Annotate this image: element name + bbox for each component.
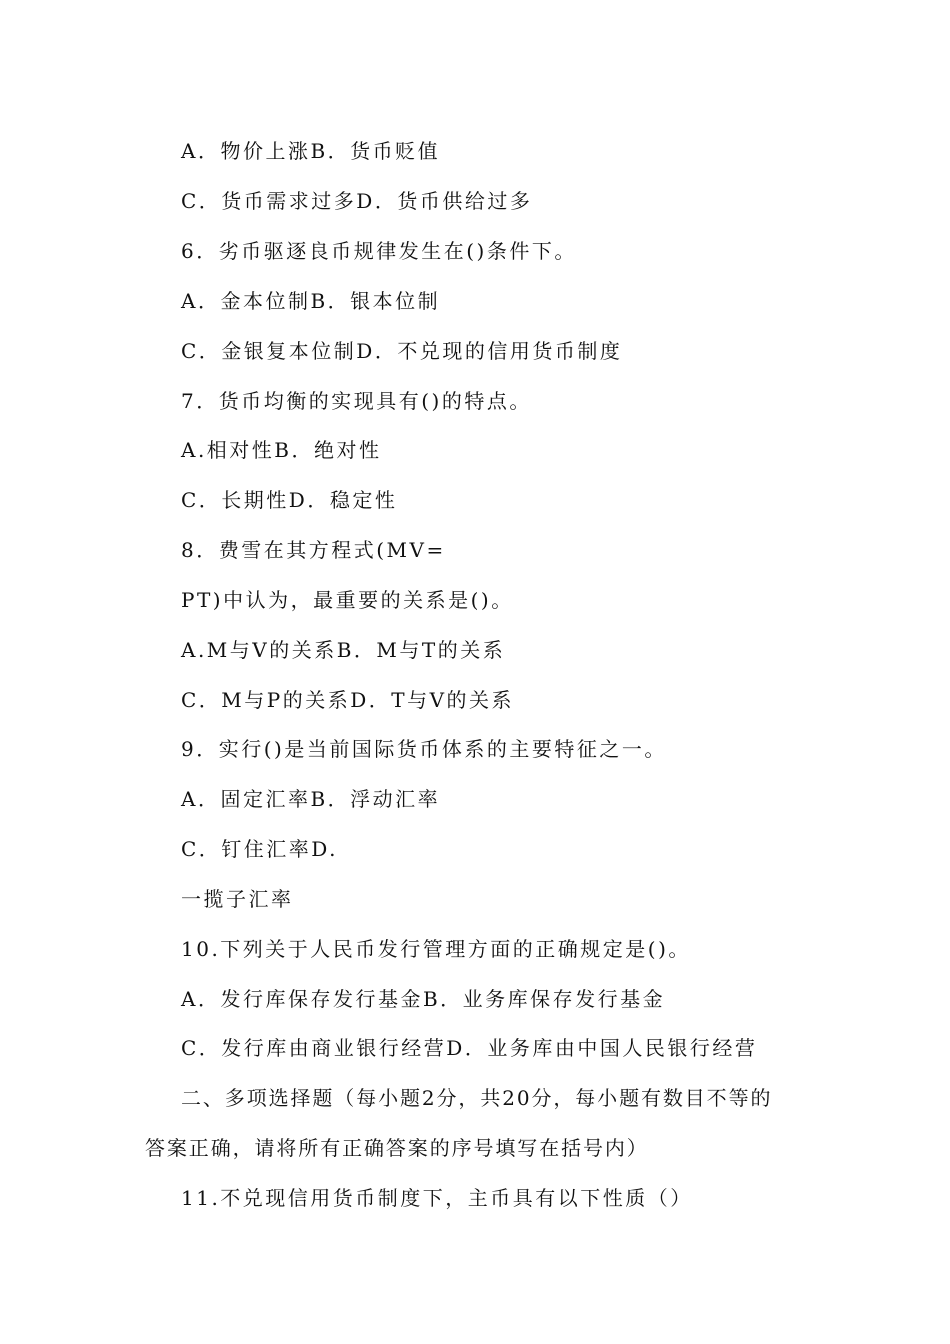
question-line: 8．费雪在其方程式(MV= (181, 538, 446, 562)
option-line: C．钉住汇率D. (181, 837, 338, 861)
section-heading: 二、多项选择题（每小题2分，共20分，每小题有数目不等的 (181, 1086, 773, 1110)
option-line: A．发行库保存发行基金B．业务库保存发行基金 (181, 987, 666, 1011)
option-line: A.M与V的关系B．M与T的关系 (181, 638, 506, 662)
option-line: A.相对性B．绝对性 (181, 438, 382, 462)
option-line: C．发行库由商业银行经营D．业务库由中国人民银行经营 (181, 1036, 758, 1060)
question-line: 6．劣币驱逐良币规律发生在()条件下。 (181, 239, 577, 263)
option-line: A．金本位制B．银本位制 (181, 289, 441, 313)
question-line: 11.不兑现信用货币制度下，主币具有以下性质（） (181, 1186, 693, 1210)
option-line: C．M与P的关系D．T与V的关系 (181, 688, 515, 712)
option-line: C．长期性D．稳定性 (181, 488, 398, 512)
option-line: C．金银复本位制D．不兑现的信用货币制度 (181, 339, 623, 363)
option-line: C．货币需求过多D．货币供给过多 (181, 189, 533, 213)
option-line: A．固定汇率B．浮动汇率 (181, 787, 441, 811)
option-line: A．物价上涨B．货币贬值 (181, 139, 441, 163)
option-line: 一揽子汇率 (181, 887, 294, 911)
question-line: 7．货币均衡的实现具有()的特点。 (181, 389, 532, 413)
section-heading: 答案正确，请将所有正确答案的序号填写在括号内） (145, 1136, 649, 1160)
question-line: 9．实行()是当前国际货币体系的主要特征之一。 (181, 737, 667, 761)
question-line: PT)中认为，最重要的关系是()。 (181, 588, 514, 612)
question-line: 10.下列关于人民币发行管理方面的正确规定是()。 (181, 937, 691, 961)
